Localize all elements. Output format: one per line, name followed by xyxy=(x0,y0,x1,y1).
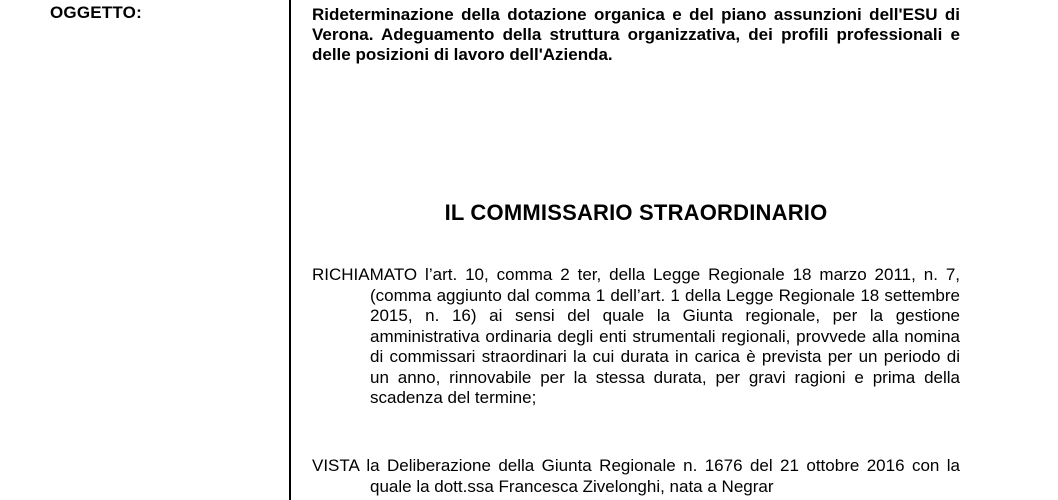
vertical-divider xyxy=(289,0,291,500)
paragraph-vista: VISTA la Deliberazione della Giunta Regionale n. 1676 del 21 ottobre 2016 con la quale la dott.ssa Francesca Zivelonghi, nata a Negrar xyxy=(312,456,960,496)
section-heading: IL COMMISSARIO STRAORDINARIO xyxy=(444,200,828,225)
subject-label: OGGETTO: xyxy=(50,3,142,22)
subject-text: Rideterminazione della dotazione organica e del piano assunzioni dell'ESU di Verona. Adeguamento della struttura organizzativa, dei profili professionali e delle posizioni di lavoro dell'Azienda. xyxy=(312,5,960,64)
paragraph-richiamato: RICHIAMATO l’art. 10, comma 2 ter, della Legge Regionale 18 marzo 2011, n. 7, (comma aggiunto dal comma 1 dell’art. 1 della Legge Regionale 18 settembre 2015, n. 16) ai sensi del quale la Giunta regionale, per la gestione amministrativa ordinaria degli enti strumentali regionali, provvede alla nomina di commissari straordinari la cui durata in carica è prevista per un periodo di un anno, rinnovabile per la stessa durata, per gravi ragioni e prima della scadenza del termine; xyxy=(312,265,960,407)
